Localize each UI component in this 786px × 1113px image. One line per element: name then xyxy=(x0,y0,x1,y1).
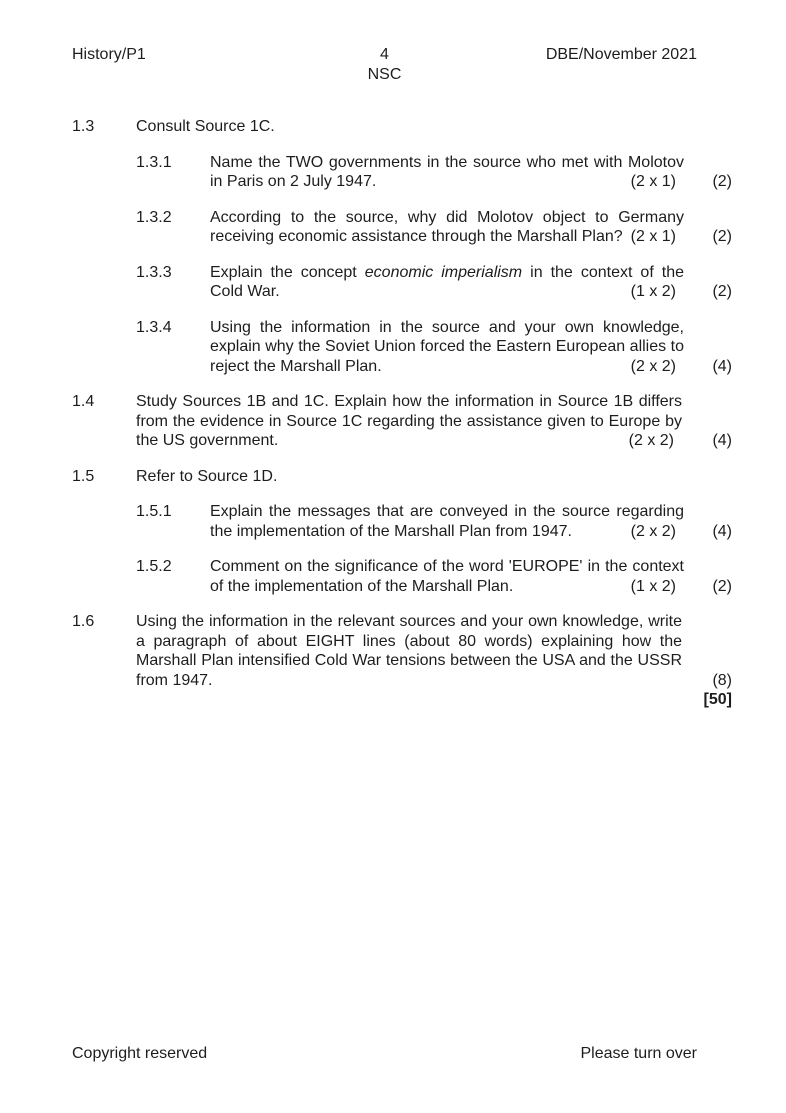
question-text xyxy=(210,557,684,596)
question-1-3-4 xyxy=(72,318,732,377)
question-number: 1.3.2 xyxy=(136,208,172,226)
question-number: 1.6 xyxy=(72,613,95,630)
mark-calculation: (1 x 2) xyxy=(630,283,676,300)
question-body: Explain the messages that are conveyed in the source regarding the implementation of the Marshall Plan from 1947. xyxy=(210,503,684,540)
question-text xyxy=(210,208,684,247)
footer-copyright: Copyright reserved xyxy=(72,1045,208,1062)
question-body: Name the TWO governments in the source who met with Molotov in Paris on 2 July 1947. xyxy=(210,153,684,190)
mark-allocation: (2) xyxy=(712,283,732,300)
question-text: Consult Source 1C. xyxy=(136,118,275,135)
question-1-3-1 xyxy=(72,153,732,192)
page-header xyxy=(72,45,732,84)
question-text: Using the information in the relevant sources and your own knowledge, write a paragraph of about EIGHT lines (about 80 words) explaining how the Marshall Plan intensified Cold War tensions between the USA and the USSR from 1947. xyxy=(136,613,682,689)
indent-spacer xyxy=(72,153,136,192)
mark-allocation: (4) xyxy=(712,522,732,540)
mark-allocation: (8) xyxy=(712,671,732,689)
question-number: 1.5 xyxy=(72,467,95,485)
question-1-3 xyxy=(72,117,732,137)
header-top-line xyxy=(72,45,732,65)
mark-allocation: (2) xyxy=(712,228,732,245)
indent-spacer xyxy=(72,318,136,377)
italic-concept-term: economic imperialism xyxy=(364,263,523,281)
mark-allocation-stack xyxy=(682,671,732,710)
question-body: Study Sources 1B and 1C. Explain how the information in Source 1B differs from the evidence in Source 1C regarding the assistance given to Europe by the US government. xyxy=(136,393,682,449)
question-1-6 xyxy=(72,612,732,708)
question-text xyxy=(136,392,682,451)
indent-spacer xyxy=(72,557,136,596)
indent-spacer xyxy=(72,208,136,247)
question-number: 1.5.2 xyxy=(136,558,172,575)
header-exam-level: NSC xyxy=(367,65,402,83)
header-subject: History/P1 xyxy=(72,46,146,63)
question-1-3-2 xyxy=(72,208,732,247)
page-content xyxy=(72,45,732,708)
question-body: Comment on the significance of the word 'EUROPE' in the context of the implementation of the Marshall Plan. xyxy=(210,558,684,595)
question-number: 1.4 xyxy=(72,393,95,410)
mark-allocation: (4) xyxy=(712,432,732,449)
header-session: DBE/November 2021 xyxy=(545,46,697,63)
mark-calculation: (2 x 2) xyxy=(628,432,674,449)
question-1-5 xyxy=(72,467,732,487)
mark-calculation: (2 x 1) xyxy=(630,228,676,245)
question-1-3-3 xyxy=(72,263,732,302)
question-text: Refer to Source 1D. xyxy=(136,467,278,485)
question-number: 1.3.3 xyxy=(136,263,172,281)
question-text xyxy=(210,318,684,377)
footer-turn-over: Please turn over xyxy=(580,1045,697,1062)
question-body-after: in the context of the Cold War. xyxy=(210,263,685,300)
header-page-number: 4 xyxy=(380,46,389,63)
question-number: 1.3 xyxy=(72,118,95,135)
question-1-5-1 xyxy=(72,502,732,541)
question-text xyxy=(210,263,684,302)
question-1-5-2 xyxy=(72,557,732,596)
question-number: 1.3.4 xyxy=(136,318,172,336)
mark-allocation: (2) xyxy=(712,173,732,190)
question-list xyxy=(72,117,732,708)
question-number: 1.3.1 xyxy=(136,153,172,171)
mark-calculation: (1 x 2) xyxy=(630,577,676,595)
indent-spacer xyxy=(72,263,136,302)
question-body: Using the information in the source and your own knowledge, explain why the Soviet Union forced the Eastern European allies to reject the Marshall Plan. xyxy=(210,318,684,375)
question-1-4 xyxy=(72,392,732,451)
indent-spacer xyxy=(72,502,136,541)
page-footer xyxy=(72,1044,732,1064)
question-body: According to the source, why did Molotov object to Germany receiving economic assistance through the Marshall Plan? xyxy=(210,208,684,245)
mark-allocation: (2) xyxy=(712,577,732,595)
question-text xyxy=(210,153,684,192)
question-body-before: Explain the concept xyxy=(210,263,365,281)
mark-calculation: (2 x 1) xyxy=(630,173,676,190)
question-number: 1.5.1 xyxy=(136,503,172,520)
mark-calculation: (2 x 2) xyxy=(630,522,676,540)
mark-allocation: (4) xyxy=(712,357,732,375)
section-total-marks: [50] xyxy=(703,691,732,708)
question-text xyxy=(210,502,684,541)
mark-calculation: (2 x 2) xyxy=(630,357,676,375)
